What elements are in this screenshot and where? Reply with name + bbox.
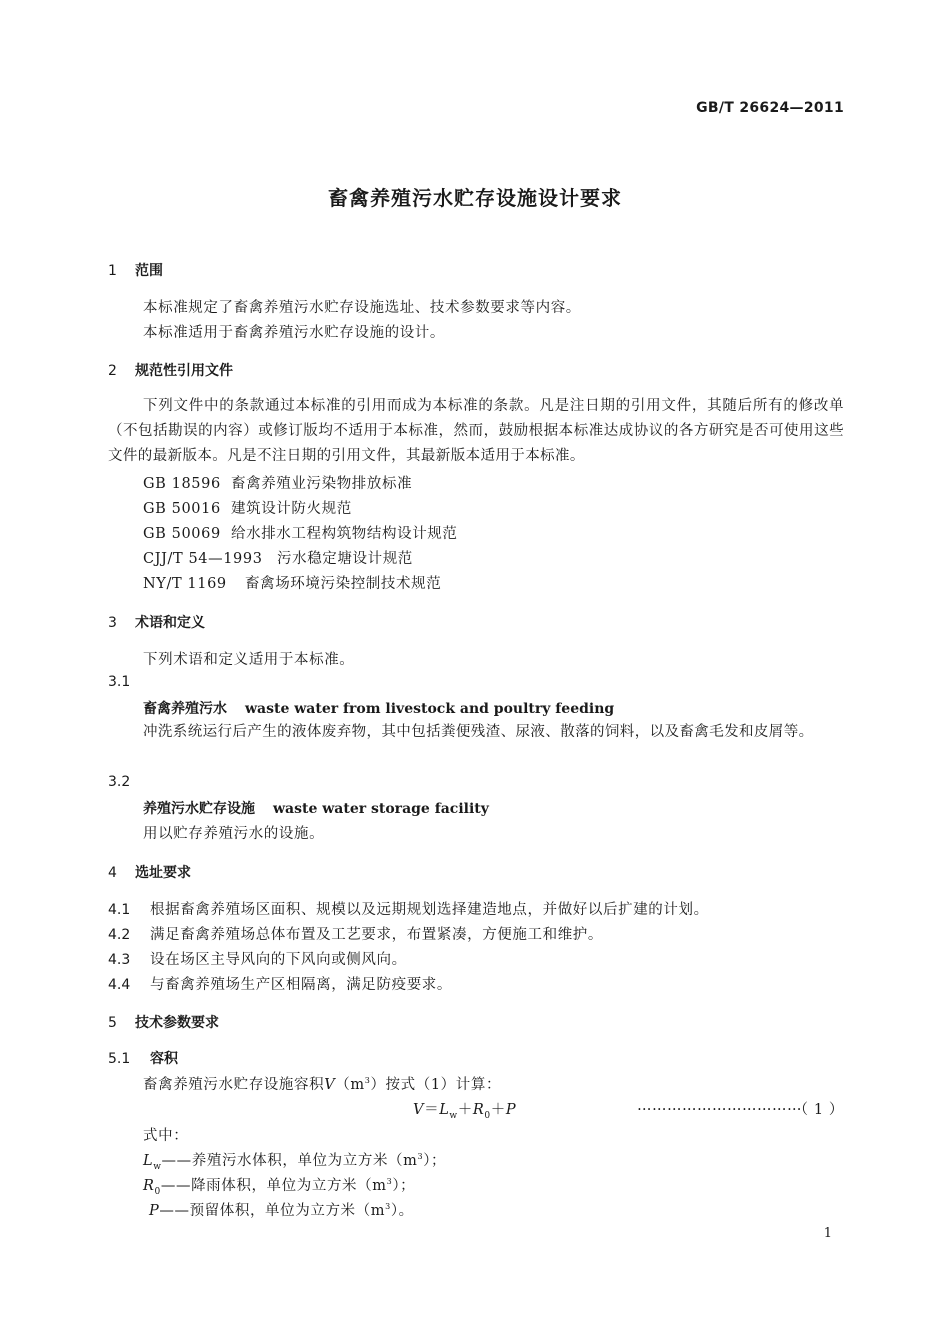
reference-item xyxy=(143,497,352,518)
item-number: 4.2 xyxy=(108,927,131,943)
def-end: ）； xyxy=(423,1153,447,1169)
normative-references-intro: 下列文件中的条款通过本标准的引用而成为本标准的条款。凡是注日期的引用文件，其随后所有的修改单（不包括勘误的内容）或修订版均不适用于本标准，然而，鼓励根据本标准达成协议的各方研究是否可使用这些文件的最新版本。凡是不注日期的引用文件，其最新版本适用于本标准。 xyxy=(108,398,844,464)
def-end: ）； xyxy=(392,1178,416,1194)
formula-1 xyxy=(413,1098,516,1121)
section-number: 2 xyxy=(108,363,117,379)
term-heading xyxy=(143,798,489,818)
intro-text-end: ）按式（1）计算： xyxy=(370,1077,502,1093)
def-exponent: 3 xyxy=(385,1202,391,1212)
def-text: 降雨体积，单位为立方米（m xyxy=(191,1178,387,1194)
section-number: 4 xyxy=(108,865,117,881)
reference-code: GB 18596 xyxy=(143,476,221,492)
variable-v: V xyxy=(324,1077,336,1093)
section-number: 3 xyxy=(108,615,117,631)
subsection-number: 5.1 xyxy=(108,1051,131,1067)
item-number: 4.4 xyxy=(108,977,131,993)
siting-item xyxy=(108,948,407,969)
term-chinese: 畜禽养殖污水 xyxy=(143,701,227,717)
def-end: ）。 xyxy=(390,1203,414,1219)
variable-definition xyxy=(143,1149,446,1172)
formula-subscript: 0 xyxy=(484,1110,491,1121)
item-text: 与畜禽养殖场生产区相隔离，满足防疫要求。 xyxy=(150,977,452,993)
section-title: 技术参数要求 xyxy=(135,1015,219,1031)
formula-number: （ 1 ） xyxy=(793,1102,844,1118)
document-title: 畜禽养殖污水贮存设施设计要求 xyxy=(328,186,622,210)
term-definition: 冲洗系统运行后产生的液体废弃物，其中包括粪便残渣、尿液、散落的饲料，以及畜禽毛发和皮屑等。 xyxy=(143,724,814,740)
term-number: 3.2 xyxy=(108,774,131,790)
subsection-5-1-heading xyxy=(108,1048,178,1068)
unit-open: （m xyxy=(335,1077,365,1093)
term-english: waste water storage facility xyxy=(273,801,489,817)
section-title: 范围 xyxy=(135,263,163,279)
def-dash: —— xyxy=(159,1203,190,1219)
terms-intro: 下列术语和定义适用于本标准。 xyxy=(143,652,355,668)
section-title: 规范性引用文件 xyxy=(135,363,233,379)
def-var: P xyxy=(149,1203,160,1219)
variable-definition xyxy=(143,1174,415,1197)
def-dash: —— xyxy=(160,1178,192,1194)
term-number: 3.1 xyxy=(108,674,131,690)
reference-code: CJJ/T 54—1993 xyxy=(143,551,263,567)
siting-item xyxy=(108,973,452,994)
reference-name: 给水排水工程构筑物结构设计规范 xyxy=(231,526,458,542)
item-number: 4.3 xyxy=(108,952,131,968)
def-dash: —— xyxy=(161,1153,192,1169)
def-subscript: w xyxy=(153,1161,162,1172)
item-text: 满足畜禽养殖场总体布置及工艺要求，布置紧凑，方便施工和维护。 xyxy=(150,927,603,943)
reference-code: GB 50016 xyxy=(143,501,221,517)
section-title: 选址要求 xyxy=(135,865,191,881)
formula-subscript: w xyxy=(449,1110,458,1121)
term-english: waste water from livestock and poultry feeding xyxy=(245,701,615,717)
reference-code: GB 50069 xyxy=(143,526,221,542)
siting-item xyxy=(108,923,603,944)
reference-item xyxy=(143,547,413,568)
def-exponent: 3 xyxy=(386,1177,393,1187)
section-2-heading xyxy=(108,360,233,380)
term-chinese: 养殖污水贮存设施 xyxy=(143,801,255,817)
where-label: 式中： xyxy=(143,1128,189,1144)
volume-intro xyxy=(143,1073,501,1094)
def-exponent: 3 xyxy=(417,1152,424,1162)
def-text: 养殖污水体积，单位为立方米（m xyxy=(191,1153,418,1169)
siting-item xyxy=(108,898,709,919)
formula-op: ＝ xyxy=(424,1102,440,1118)
formula-var: V xyxy=(413,1102,425,1118)
reference-name: 畜禽场环境污染控制技术规范 xyxy=(245,576,442,592)
def-var: R xyxy=(143,1178,155,1194)
reference-code: NY/T 1169 xyxy=(143,576,227,592)
standard-number: GB/T 26624—2011 xyxy=(696,100,844,116)
section-1-heading xyxy=(108,260,163,280)
section-5-heading xyxy=(108,1012,219,1032)
section-3-heading xyxy=(108,612,205,632)
scope-paragraph-1: 本标准规定了畜禽养殖污水贮存设施选址、技术参数要求等内容。 xyxy=(143,300,581,316)
item-number: 4.1 xyxy=(108,902,131,918)
formula-var: L xyxy=(439,1102,450,1118)
reference-name: 建筑设计防火规范 xyxy=(231,501,352,517)
term-definition: 用以贮存养殖污水的设施。 xyxy=(143,826,325,842)
section-number: 5 xyxy=(108,1015,117,1031)
section-title: 术语和定义 xyxy=(135,615,205,631)
intro-text: 畜禽养殖污水贮存设施容积 xyxy=(143,1077,325,1093)
formula-leader-dots: …………………………… xyxy=(637,1098,802,1114)
formula-op: ＋ xyxy=(490,1102,506,1118)
variable-definition xyxy=(149,1199,414,1220)
unit-exponent: 3 xyxy=(364,1076,371,1086)
section-number: 1 xyxy=(108,263,117,279)
scope-paragraph-2: 本标准适用于畜禽养殖污水贮存设施的设计。 xyxy=(143,325,445,341)
item-text: 设在场区主导风向的下风向或侧风向。 xyxy=(150,952,407,968)
subsection-title: 容积 xyxy=(150,1051,178,1067)
reference-name: 污水稳定塘设计规范 xyxy=(277,551,413,567)
section-4-heading xyxy=(108,862,191,882)
reference-item xyxy=(143,572,441,593)
formula-op: ＋ xyxy=(457,1102,473,1118)
formula-var: R xyxy=(472,1102,485,1118)
def-subscript: 0 xyxy=(154,1186,161,1197)
reference-item xyxy=(143,472,412,493)
page-number: 1 xyxy=(823,1226,832,1241)
def-text: 预留体积，单位为立方米（m xyxy=(189,1203,386,1219)
item-text: 根据畜禽养殖场区面积、规模以及远期规划选择建造地点，并做好以后扩建的计划。 xyxy=(150,902,709,918)
reference-name: 畜禽养殖业污染物排放标准 xyxy=(231,476,413,492)
formula-var: P xyxy=(505,1102,517,1118)
term-heading xyxy=(143,698,614,718)
reference-item xyxy=(143,522,458,543)
def-var: L xyxy=(143,1153,154,1169)
